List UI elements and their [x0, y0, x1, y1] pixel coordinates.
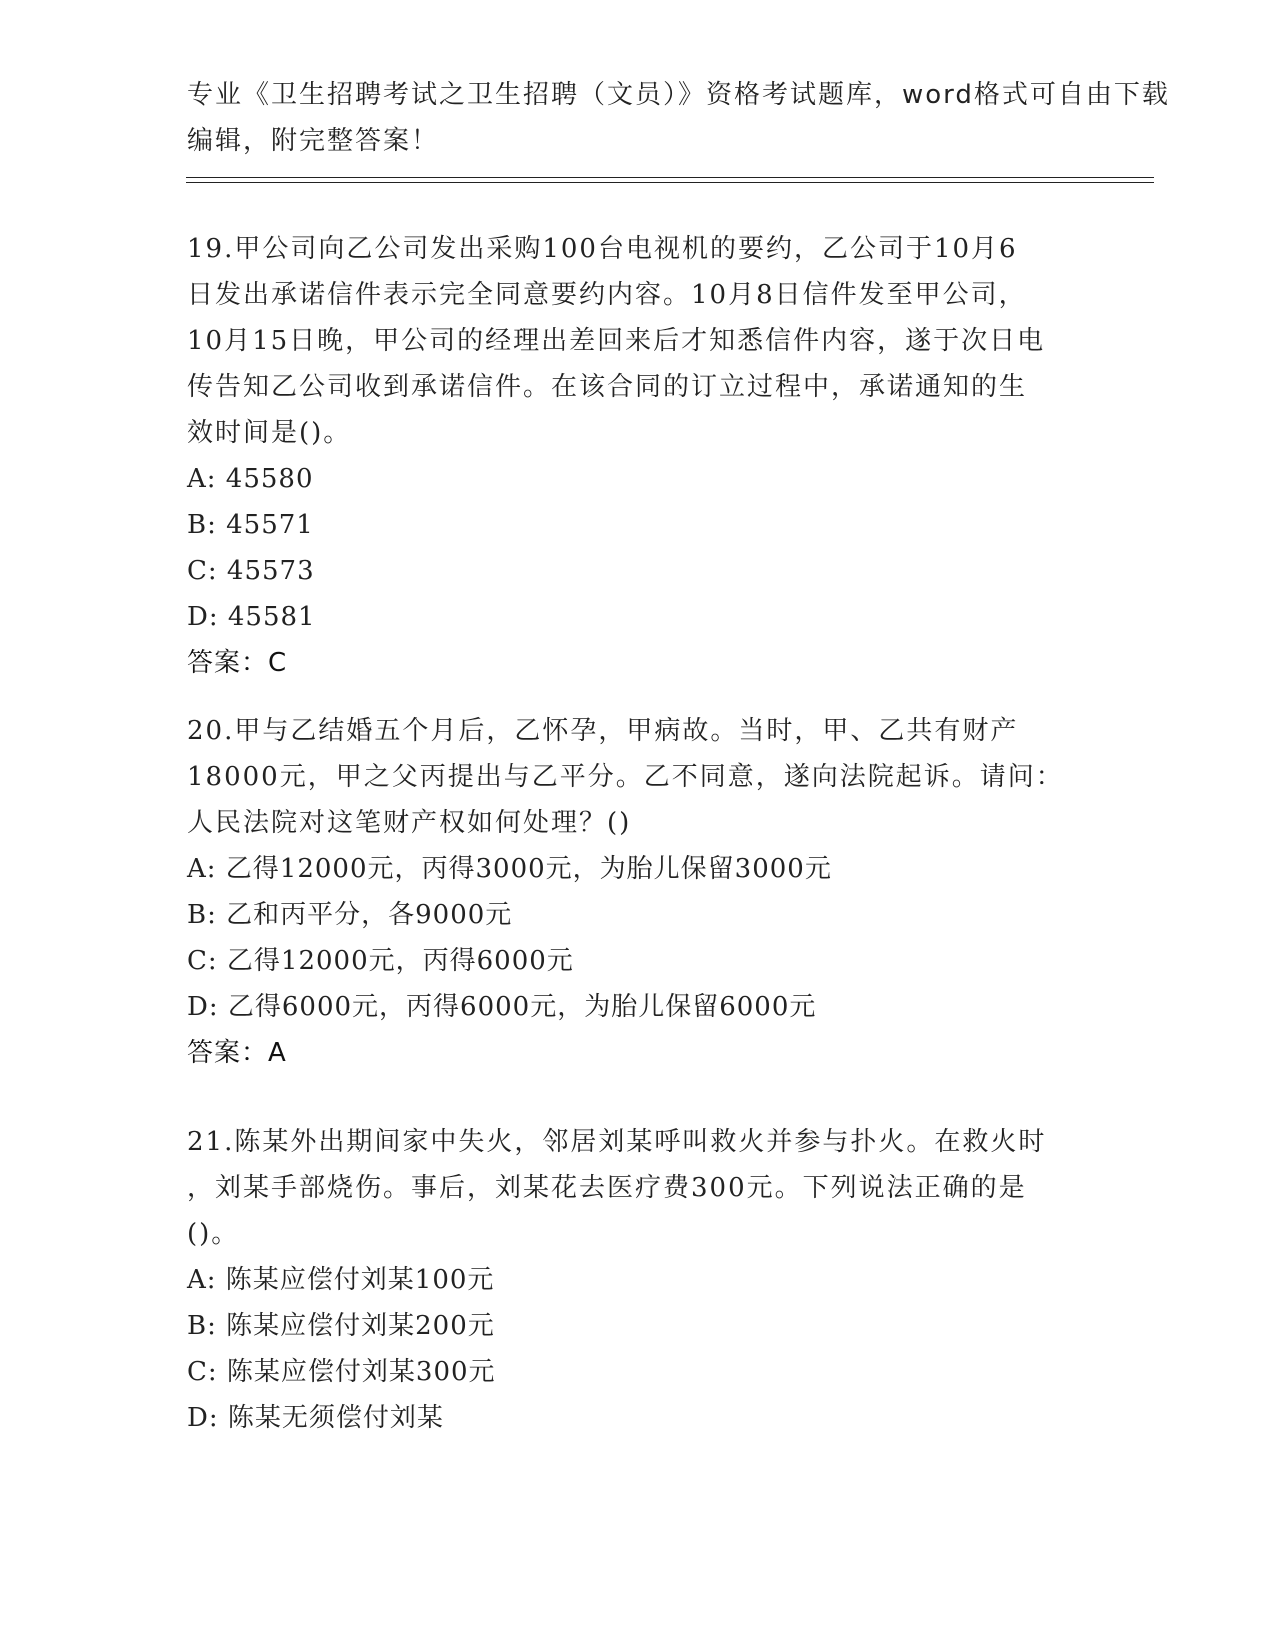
document-header [187, 72, 1170, 164]
option-b: B: 陈某应偿付刘某200元 [187, 1311, 495, 1341]
question-text: 人民法院对这笔财产权如何处理？() [187, 808, 632, 838]
option-c: C: 乙得12000元，丙得6000元 [187, 946, 574, 976]
header-divider [186, 182, 1154, 183]
option-b: B: 45571 [187, 510, 314, 540]
question-text: 20.甲与乙结婚五个月后，乙怀孕，甲病故。当时，甲、乙共有财产 [187, 716, 1019, 746]
question-text: 日发出承诺信件表示完全同意要约内容。10月8日信件发至甲公司， [187, 280, 1027, 310]
question-text: 10月15日晚，甲公司的经理出差回来后才知悉信件内容，遂于次日电 [187, 326, 1046, 356]
option-d: D: 乙得6000元，丙得6000元，为胎儿保留6000元 [187, 992, 817, 1022]
option-a: A: 乙得12000元，丙得3000元，为胎儿保留3000元 [187, 854, 832, 884]
option-c: C: 45573 [187, 556, 315, 586]
question-text: 18000元，甲之父丙提出与乙平分。乙不同意，遂向法院起诉。请问： [187, 762, 1064, 792]
question-text: 效时间是()。 [187, 418, 352, 448]
question-text: 传告知乙公司收到承诺信件。在该合同的订立过程中，承诺通知的生 [187, 372, 1028, 402]
option-c: C: 陈某应偿付刘某300元 [187, 1357, 496, 1387]
header-divider [186, 177, 1154, 178]
question-21 [187, 1119, 1087, 1441]
question-20 [187, 708, 1087, 1076]
header-line: 专业《卫生招聘考试之卫生招聘（文员）》资格考试题库，word格式可自由下载 [187, 80, 1170, 110]
question-19 [187, 226, 1087, 686]
option-a: A: 陈某应偿付刘某100元 [187, 1265, 495, 1295]
header-line: 编辑，附完整答案！ [187, 126, 440, 156]
option-a: A: 45580 [187, 464, 314, 494]
question-text: ()。 [187, 1219, 240, 1249]
answer: 答案：C [187, 648, 288, 678]
option-d: D: 45581 [187, 602, 316, 632]
option-b: B: 乙和丙平分，各9000元 [187, 900, 513, 930]
question-text: 21.陈某外出期间家中失火，邻居刘某呼叫救火并参与扑火。在救火时 [187, 1127, 1047, 1157]
answer: 答案：A [187, 1038, 287, 1068]
option-d: D: 陈某无须偿付刘某 [187, 1403, 444, 1433]
question-text: ，刘某手部烧伤。事后，刘某花去医疗费300元。下列说法正确的是 [187, 1173, 1027, 1203]
question-text: 19.甲公司向乙公司发出采购100台电视机的要约，乙公司于10月6 [187, 234, 1018, 264]
